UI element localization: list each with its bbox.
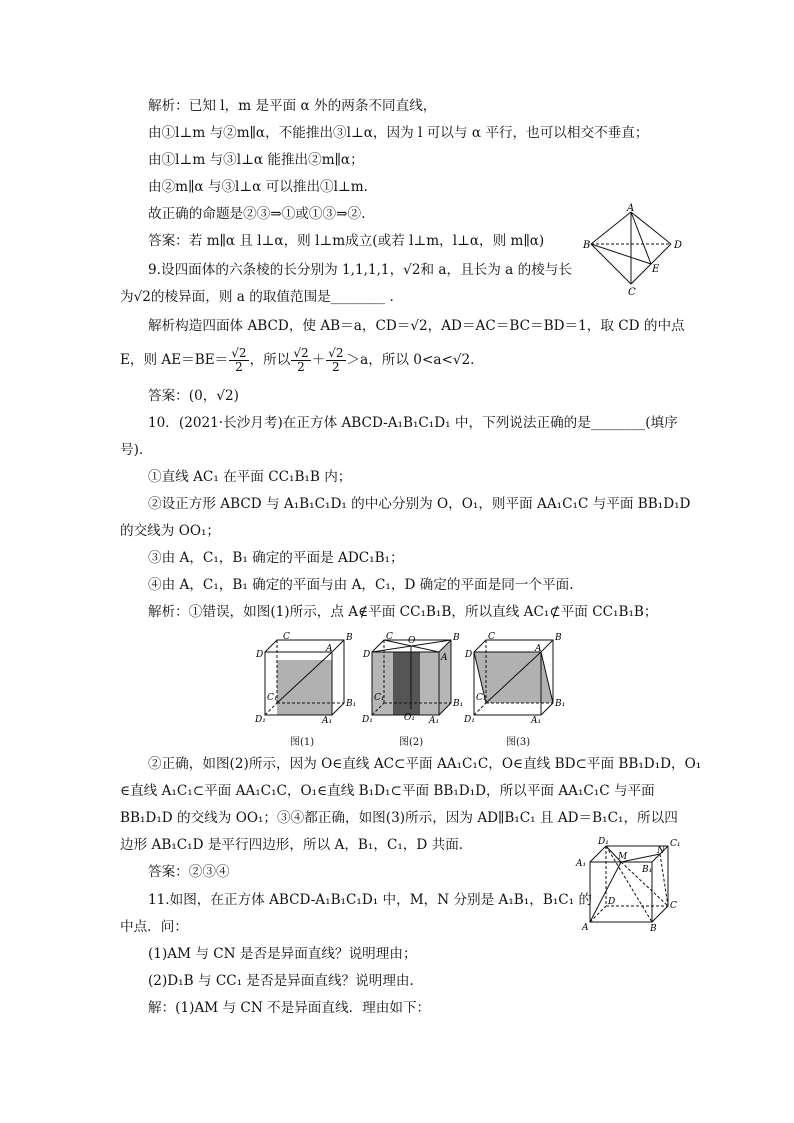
tetra-label-a: A [627,203,635,214]
answer-line-8: 答案：若 m∥α 且 l⊥α，则 l⊥m成立(或若 l⊥m，l⊥α，则 m∥α) [148,233,545,249]
fraction-denominator: 2 [235,360,243,374]
c2-label-d1: D₁ [362,715,373,725]
problem-10-solution-line-2: ②正确，如图(2)所示，因为 O∈直线 AC⊂平面 AA₁C₁C，O∈直线 BD⊂平面 BB₁D₁D，O₁ [148,756,702,772]
q11-label-c1: C₁ [670,839,681,849]
solution-line-5: 故正确的命题是②③⇒①或①③⇒②. [148,206,366,222]
problem-10-line-2: 号). [120,442,144,458]
q11-label-b1: B₁ [642,865,653,875]
problem-10-option-2: ②设正方形 ABCD 与 A₁B₁C₁D₁ 的中心分别为 O，O₁，则平面 AA₁C₁C 与平面 BB₁D₁D [148,496,691,512]
q11-label-d1: D₁ [598,837,609,847]
fraction-1 [229,347,248,374]
c1-label-d1: D₁ [255,715,266,725]
problem-10-solution-line-3: ∈直线 A₁C₁⊂平面 AA₁C₁C，O₁∈直线 B₁D₁⊂平面 BB₁D₁D，所以平面 AA₁C₁C 与平面 [120,783,655,799]
fraction-denominator: 2 [297,360,305,374]
c2-label-b1: B₁ [453,699,464,709]
problem-10-option-3: ③由 A，C₁，B₁ 确定的平面是 ADC₁B₁； [148,550,404,566]
c2-label-c1: C₁ [374,693,385,703]
c3-label-a1: A₁ [531,716,542,726]
tetrahedron-figure [583,204,683,298]
c2-label-o1: O₁ [404,713,415,723]
c1-label-b: B [346,633,353,643]
solution-line-4: 由②m∥α 与③l⊥α 可以推出①l⊥m. [148,179,368,195]
q11-label-b: B [650,924,657,934]
c1-label-d: D [256,650,264,660]
figure-3-caption: 图(3) [506,737,531,748]
problem-11-solution-line-1: 解：(1)AM 与 CN 不是异面直线．理由如下： [148,1000,431,1016]
c3-label-a: A [535,644,542,654]
q11-label-m: M [618,852,628,862]
problem-10-option-4: ④由 A，C₁，B₁ 确定的平面与由 A，C₁，D 确定的平面是同一个平面. [148,577,574,593]
solution-line-2: 由①l⊥m 与②m∥α，不能推出③l⊥α，因为 l 可以与 α 平行，也可以相交不垂直； [148,125,649,141]
solution-text-c: ＋ [311,352,326,368]
problem-9-line-1: 9.设四面体的六条棱的长分别为 1,1,1,1，√2和 a，且长为 a 的棱与长 [148,262,572,278]
q11-label-c: C [670,901,677,911]
fraction-numerator: √2 [231,346,247,360]
problem-11-question-1: (1)AM 与 CN 是否是异面直线？说明理由； [148,946,417,962]
problem-11-line-1: 11.如图，在正方体 ABCD-A₁B₁C₁D₁ 中，M，N 分别是 A₁B₁，B₁C₁ 的 [148,892,593,908]
c2-label-a1: A₁ [429,716,440,726]
problem-10-solution-line-4: BB₁D₁D 的交线为 OO₁；③④都正确，如图(3)所示，因为 AD∥B₁C₁ 且 AD＝B₁C₁，所以四 [120,810,678,826]
tetra-label-c: C [628,287,636,298]
problem-11-cube-figure [574,832,684,934]
solution-text-b: ，所以 [249,352,291,368]
fraction-denominator: 2 [332,360,340,374]
c1-label-b1: B₁ [346,699,357,709]
answer-line-9: 答案：(0，√2) [148,388,239,404]
q11-label-n: N [657,846,665,856]
solution-line-1: 解析：已知 l，m 是平面 α 外的两条不同直线， [148,98,437,114]
c3-label-d: D [465,650,473,660]
c3-label-b: B [555,633,562,643]
c2-label-d: D [363,650,371,660]
fraction-2 [291,347,310,374]
problem-11-line-2: 中点．问： [120,919,188,935]
problem-9-line-2: 为√2的棱异面，则 a 的取值范围是________ . [120,289,394,305]
figure-1-caption: 图(1) [290,737,315,748]
problem-10-option-2-cont: 的交线为 OO₁； [120,523,221,539]
figure-2-caption: 图(2) [399,737,424,748]
solution-line-3: 由①l⊥m 与③l⊥α 能推出②m∥α； [148,152,364,168]
c1-label-c: C [283,632,290,642]
problem-10-line-1: 10．(2021·长沙月考)在正方体 ABCD-A₁B₁C₁D₁ 中，下列说法正确的是________(填序 [148,415,678,431]
fraction-3 [326,347,345,374]
q11-label-a1: A₁ [576,859,587,869]
answer-line-10: 答案：②③④ [148,864,230,880]
c2-label-c: C [386,632,393,642]
problem-9-solution-line-2 [120,343,474,377]
c3-label-d1: D₁ [464,715,475,725]
fraction-numerator: √2 [293,346,309,360]
c2-label-b: B [453,633,460,643]
q11-label-d: D [608,897,616,907]
problem-10-option-1: ①直线 AC₁ 在平面 CC₁B₁B 内； [148,469,352,485]
tetra-label-e: E [652,264,660,275]
solution-text-d: ＞a，所以 0<a<√2. [346,352,475,368]
problem-11-question-2: (2)D₁B 与 CC₁ 是否是异面直线？说明理由. [148,973,414,989]
solution-text-a: E，则 AE＝BE＝ [120,352,229,368]
c2-label-o: O [408,636,416,646]
c1-label-c1: C₁ [267,693,278,703]
tetra-label-d: D [674,240,683,251]
fraction-numerator: √2 [328,346,344,360]
c1-label-a1: A₁ [322,716,333,726]
c3-label-c: C [488,632,495,642]
cube1-shade [277,660,332,715]
cube2-dark-plane [393,652,420,715]
c1-label-a: A [326,644,333,654]
problem-9-solution-line-1: 解析构造四面体 ABCD，使 AB＝a，CD＝√2，AD＝AC＝BC＝BD＝1，取 CD 的中点 [148,318,685,334]
c2-label-a: A [441,653,448,663]
problem-10-solution-line-1: 解析：①错误，如图(1)所示，点 A∉平面 CC₁B₁B，所以直线 AC₁⊄平面 CC₁B₁B； [148,604,658,620]
problem-10-solution-line-5: 边形 AB₁C₁D 是平行四边形，所以 A，B₁，C₁，D 共面. [120,837,464,853]
cube-figure-1 [255,630,355,726]
cube-figure-2 [362,630,462,726]
c3-label-b1: B₁ [555,699,566,709]
tetra-label-b: B [583,240,591,251]
cube-figure-3 [464,630,564,726]
c3-label-c1: C₁ [476,693,487,703]
q11-label-a: A [582,923,589,933]
